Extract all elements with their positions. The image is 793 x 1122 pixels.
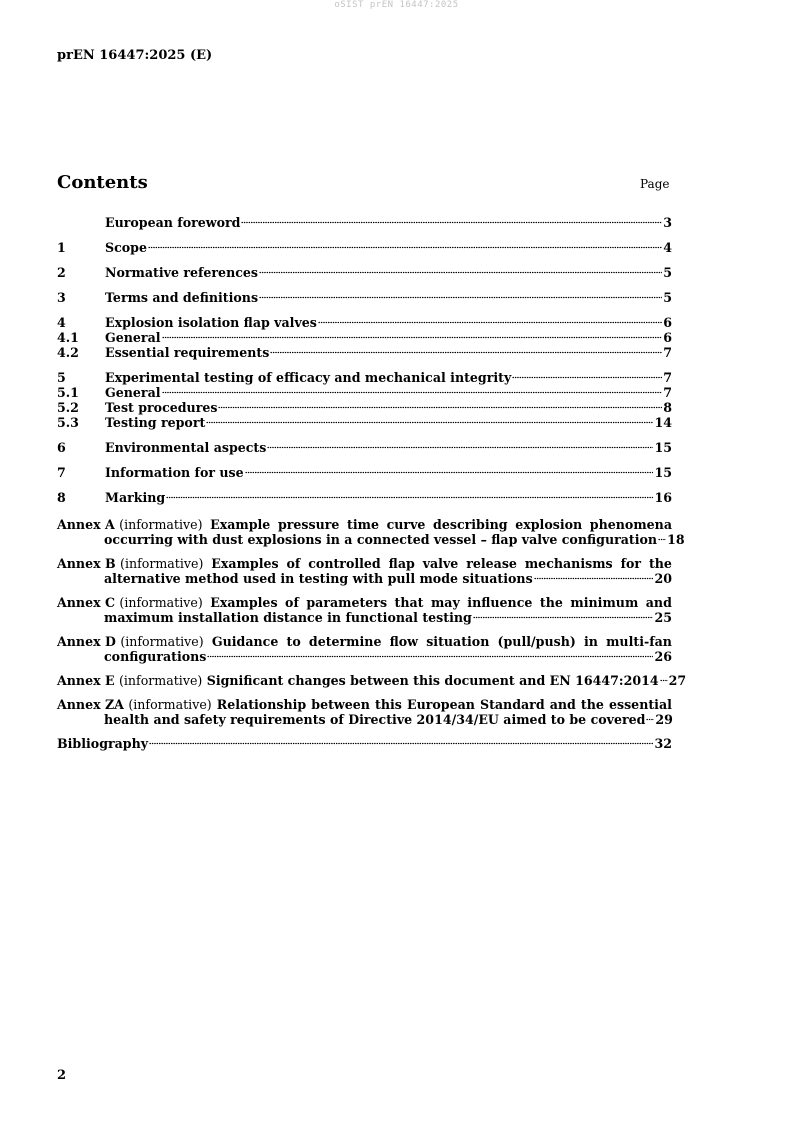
annex-title-word: curve <box>386 517 426 532</box>
annex-title-line-1 <box>57 634 672 649</box>
toc-entry-title: General <box>105 330 161 345</box>
toc-entry-number: 4 <box>57 315 66 330</box>
annex-title-word: (pull/push) <box>497 634 576 649</box>
toc-entry-page: 27 <box>668 673 687 688</box>
annex-title-word: time <box>347 517 379 532</box>
annex-title-line-1 <box>57 517 672 532</box>
toc-entry[interactable] <box>57 736 672 751</box>
toc-entry-page: 8 <box>663 400 672 415</box>
annex-title-word: may <box>430 595 460 610</box>
annex-title-word: between <box>311 697 370 712</box>
toc-dot-leader <box>148 246 662 249</box>
toc-entry-page: 25 <box>654 610 672 625</box>
annex-label: Annex ZA <box>57 697 124 712</box>
toc-entry-number: 7 <box>57 465 66 480</box>
annex-label-group <box>57 517 203 532</box>
annex-title-continuation: health and safety requirements of Directive 2014/34/EU aimed to be covered <box>104 712 646 727</box>
annex-title-word: valve <box>422 556 459 571</box>
watermark: oSIST prEN 16447:2025 <box>334 0 459 10</box>
toc-dot-leader <box>162 391 663 394</box>
annex-title-word: influence <box>467 595 533 610</box>
toc-dot-leader <box>259 296 662 299</box>
toc-entry[interactable] <box>57 440 672 455</box>
toc-entry-title: Environmental aspects <box>105 440 267 455</box>
annex-title-word: this <box>375 697 402 712</box>
toc-dot-leader <box>206 421 653 424</box>
toc-dot-leader <box>259 271 662 274</box>
annex-title-line-2 <box>57 532 685 547</box>
toc-entry-number: 5.3 <box>57 415 79 430</box>
toc-entry[interactable] <box>57 240 672 255</box>
toc-dot-leader <box>534 577 654 580</box>
toc-entry-title: Experimental testing of efficacy and mechanical integrity <box>105 370 512 385</box>
toc-dot-leader <box>270 351 662 354</box>
annex-title: Significant changes between this document and EN 16447:2014 <box>206 673 659 688</box>
annex-label: Annex C <box>57 595 116 610</box>
toc-annex-entry[interactable] <box>57 595 672 625</box>
toc-entry-title: Information for use <box>105 465 244 480</box>
annex-type: (informative) <box>120 634 204 649</box>
annex-title-word: Examples <box>210 595 278 610</box>
annex-title-word: mechanisms <box>524 556 613 571</box>
toc-entry-title: Terms and definitions <box>105 290 259 305</box>
toc-entry-number: 2 <box>57 265 66 280</box>
annex-type: (informative) <box>120 556 204 571</box>
annex-title-word: Examples <box>211 556 279 571</box>
annex-title-word: Guidance <box>211 634 279 649</box>
toc-dot-leader <box>207 655 653 658</box>
toc-entry-page: 7 <box>663 385 672 400</box>
toc-entry-title: Marking <box>105 490 166 505</box>
toc-annex-entry[interactable] <box>57 556 672 586</box>
annex-title-word: the <box>648 556 672 571</box>
annex-label: Annex A <box>57 517 115 532</box>
toc-entry-page: 18 <box>667 532 685 547</box>
annex-title-word: Example <box>210 517 271 532</box>
annex-type: (informative) <box>128 697 212 712</box>
annex-title-word: describing <box>433 517 508 532</box>
toc-dot-leader <box>218 406 662 409</box>
annex-title-line-1 <box>57 556 672 571</box>
toc-dot-leader <box>660 679 668 682</box>
toc-entry[interactable] <box>57 415 672 430</box>
annex-title-word: the <box>539 595 563 610</box>
table-of-contents <box>57 215 687 751</box>
toc-entry-page: 32 <box>654 736 672 751</box>
toc-entry[interactable] <box>57 385 672 400</box>
annex-title-word: of <box>286 556 301 571</box>
annex-title-word: flap <box>388 556 415 571</box>
toc-entry-number: 4.1 <box>57 330 79 345</box>
annex-title-word: Standard <box>479 697 545 712</box>
toc-annex-entry[interactable] <box>57 697 672 727</box>
annex-title-word: European <box>406 697 475 712</box>
annex-title-word: phenomena <box>589 517 672 532</box>
annex-title-word: flow <box>389 634 419 649</box>
annex-title-word: of <box>285 595 299 610</box>
annex-title-word: in <box>583 634 598 649</box>
annex-title-line-2 <box>57 571 672 586</box>
toc-entry-page: 16 <box>654 490 672 505</box>
toc-entry-number: 6 <box>57 440 66 455</box>
toc-dot-leader <box>162 336 663 339</box>
page-column-label: Page <box>640 177 670 191</box>
toc-dot-leader <box>245 471 654 474</box>
toc-entry-number: 3 <box>57 290 66 305</box>
toc-entry-title: Bibliography <box>57 736 149 751</box>
annex-title-word: situation <box>426 634 490 649</box>
annex-title-line-2 <box>57 712 672 727</box>
toc-annex-entry[interactable] <box>57 673 687 688</box>
annex-label-group <box>57 634 204 649</box>
annex-title-word: essential <box>608 697 672 712</box>
toc-entry-number: 5 <box>57 370 66 385</box>
toc-entry-title: General <box>105 385 161 400</box>
annex-type: (informative) <box>118 673 203 688</box>
toc-dot-leader <box>241 221 662 224</box>
toc-dot-leader <box>473 616 654 619</box>
annex-title-word: minimum <box>570 595 639 610</box>
toc-entry-title: Normative references <box>105 265 259 280</box>
annex-title-word: multi-fan <box>606 634 672 649</box>
annex-title-line-1 <box>57 697 672 712</box>
toc-entry-page: 15 <box>654 440 672 455</box>
toc-entry-page: 20 <box>654 571 672 586</box>
toc-entry[interactable] <box>57 345 672 360</box>
annex-type: (informative) <box>119 595 203 610</box>
toc-entry-title: European foreword <box>105 215 241 230</box>
annex-label-group <box>57 595 203 610</box>
toc-dot-leader <box>646 718 654 721</box>
toc-entry-page: 6 <box>663 315 672 330</box>
toc-entry-title: Explosion isolation flap valves <box>105 315 317 330</box>
toc-entry[interactable] <box>57 215 672 230</box>
toc-entry-number: 1 <box>57 240 66 255</box>
annex-title-line-1 <box>57 595 672 610</box>
toc-entry[interactable] <box>57 290 672 305</box>
annex-title-word: that <box>394 595 424 610</box>
page-number: 2 <box>57 1068 67 1083</box>
annex-title-word: controlled <box>308 556 381 571</box>
toc-entry-page: 3 <box>663 215 672 230</box>
toc-entry-page: 5 <box>663 290 672 305</box>
toc-entry-page: 4 <box>663 240 672 255</box>
toc-entry-page: 7 <box>663 370 672 385</box>
annex-title-line-2 <box>57 610 672 625</box>
annex-title-word: and <box>645 595 672 610</box>
annex-label-group <box>57 556 203 571</box>
toc-dot-leader <box>267 446 653 449</box>
toc-dot-leader <box>149 742 653 745</box>
toc-entry-page: 15 <box>654 465 672 480</box>
document-header: prEN 16447:2025 (E) <box>57 48 213 63</box>
contents-title: Contents <box>57 172 148 193</box>
annex-title-word: parameters <box>306 595 388 610</box>
toc-entry[interactable] <box>57 465 672 480</box>
toc-entry-title: Testing report <box>105 415 206 430</box>
toc-entry-number: 5.2 <box>57 400 79 415</box>
toc-entry-number: 5.1 <box>57 385 79 400</box>
annex-title-line-2 <box>57 649 672 664</box>
toc-entry-number: 8 <box>57 490 66 505</box>
toc-dot-leader <box>512 376 662 379</box>
toc-entry[interactable] <box>57 265 672 280</box>
annex-title-word: explosion <box>515 517 583 532</box>
annex-title-word: to <box>286 634 301 649</box>
annex-title-word: Relationship <box>216 697 307 712</box>
toc-dot-leader <box>318 321 662 324</box>
toc-entry[interactable] <box>57 330 672 345</box>
annex-label: Annex D <box>57 634 116 649</box>
toc-entry-title: Essential requirements <box>105 345 270 360</box>
annex-title-word: pressure <box>277 517 340 532</box>
toc-entry-title: Scope <box>105 240 147 255</box>
annex-title-continuation: maximum installation distance in functional testing <box>104 610 472 625</box>
toc-entry-title: Test procedures <box>105 400 218 415</box>
annex-label-group <box>57 697 212 712</box>
toc-entry-page: 6 <box>663 330 672 345</box>
annex-type: (informative) <box>119 517 203 532</box>
annex-title-word: for <box>620 556 642 571</box>
toc-annex-entry[interactable] <box>57 517 685 547</box>
toc-entry[interactable] <box>57 315 672 330</box>
annex-title-word: and <box>549 697 576 712</box>
annex-title-continuation: occurring with dust explosions in a connected vessel – flap valve configuration <box>104 532 658 547</box>
toc-entry-page: 7 <box>663 345 672 360</box>
annex-label: Annex E <box>57 673 115 688</box>
toc-dot-leader <box>166 496 653 499</box>
annex-title-continuation: configurations <box>104 649 207 664</box>
toc-entry[interactable] <box>57 490 672 505</box>
annex-label: Annex B <box>57 556 116 571</box>
toc-entry-number: 4.2 <box>57 345 79 360</box>
toc-entry[interactable] <box>57 400 672 415</box>
annex-title-word: determine <box>308 634 382 649</box>
annex-title-continuation: alternative method used in testing with pull mode situations <box>104 571 533 586</box>
toc-entry-page: 5 <box>663 265 672 280</box>
toc-dot-leader <box>658 538 666 541</box>
annex-title-word: release <box>466 556 517 571</box>
toc-entry-page: 14 <box>654 415 672 430</box>
toc-annex-entry[interactable] <box>57 634 672 664</box>
toc-entry-page: 29 <box>655 712 673 727</box>
annex-title-word: the <box>580 697 604 712</box>
toc-entry[interactable] <box>57 370 672 385</box>
toc-entry-page: 26 <box>654 649 672 664</box>
